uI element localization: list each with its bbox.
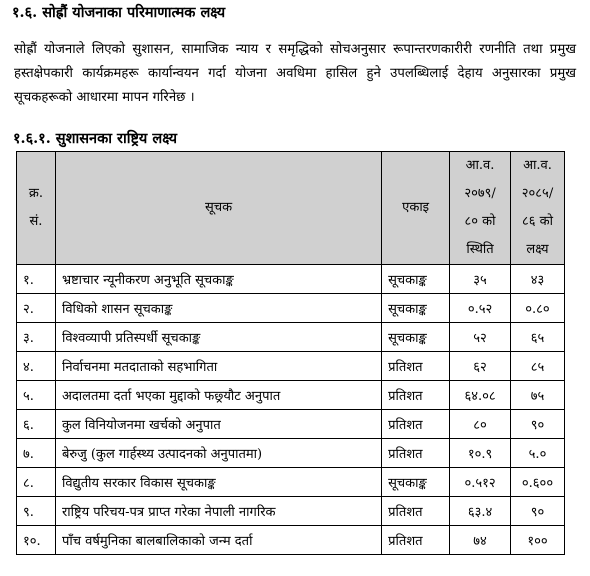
header-status-line4: स्थिति — [466, 242, 494, 257]
table-row — [17, 439, 565, 468]
row-target: ९० — [511, 497, 565, 526]
header-target-line2: २०८५/ — [521, 186, 554, 201]
row-unit: प्रतिशत — [382, 526, 450, 555]
row-serial: १०. — [17, 526, 56, 555]
row-status: ८० — [450, 410, 511, 439]
row-target: ७५ — [511, 381, 565, 410]
table-row — [17, 526, 565, 555]
row-target: १०० — [511, 526, 565, 555]
table-row — [17, 381, 565, 410]
row-status: ७४ — [450, 526, 511, 555]
row-indicator: भ्रष्टाचार न्यूनीकरण अनुभूति सूचकाङ्क — [55, 265, 381, 294]
row-indicator: राष्ट्रिय परिचय-पत्र प्राप्त गरेका नेपाली नागरिक — [55, 497, 381, 526]
header-serial-line2: सं. — [29, 214, 43, 229]
header-status-line3: ८० को — [464, 214, 496, 229]
row-target: ६५ — [511, 323, 565, 352]
row-unit: प्रतिशत — [382, 439, 450, 468]
table-row — [17, 468, 565, 497]
header-status-line1: आ.व. — [465, 158, 495, 173]
row-serial: ४. — [17, 352, 56, 381]
row-serial: २. — [17, 294, 56, 323]
row-indicator: बेरुजु (कुल गार्हस्थ्य उत्पादनको अनुपातमा) — [55, 439, 381, 468]
header-unit: एकाइ — [382, 152, 450, 265]
row-indicator: विद्युतीय सरकार विकास सूचकाङ्क — [55, 468, 381, 497]
table-header-row — [17, 152, 565, 265]
row-indicator: विधिको शासन सूचकाङ्क — [55, 294, 381, 323]
header-target-line3: ८६ को — [521, 214, 553, 229]
header-status-line2: २०७९/ — [464, 186, 496, 201]
row-unit: प्रतिशत — [382, 497, 450, 526]
row-indicator: निर्वाचनमा मतदाताको सहभागिता — [55, 352, 381, 381]
row-status: ६४.०८ — [450, 381, 511, 410]
header-serial-line1: क्र. — [28, 186, 44, 201]
row-unit: सूचकाङ्क — [382, 265, 450, 294]
row-target: ८५ — [511, 352, 565, 381]
row-indicator: कुल विनियोजनमा खर्चको अनुपात — [55, 410, 381, 439]
table-row — [17, 323, 565, 352]
row-unit: सूचकाङ्क — [382, 294, 450, 323]
section-heading: १.६. सोह्रौं योजनाका परिमाणात्मक लक्ष्य — [12, 4, 226, 21]
row-target: ९० — [511, 410, 565, 439]
row-unit: प्रतिशत — [382, 410, 450, 439]
header-target-line4: लक्ष्य — [526, 242, 549, 257]
row-target: ०.८० — [511, 294, 565, 323]
header-status — [450, 152, 511, 265]
row-status: ६२ — [450, 352, 511, 381]
row-target: ४३ — [511, 265, 565, 294]
row-status: ५२ — [450, 323, 511, 352]
row-indicator: पाँच वर्षमुनिका बालबालिकाको जन्म दर्ता — [55, 526, 381, 555]
intro-paragraph: सोह्रौं योजनाले लिएको सुशासन, सामाजिक न्याय र समृद्धिको सोचअनुसार रूपान्तरणकारीरी रणनीति तथा प्रमुख हस्तक्षेपकारी कार्यक्रमहरू कार्यान्वयन गर्दा योजना अवधिमा हासिल हुने उपलब्धिलाई देहाय अनुसारका प्रमुख सूचकहरूको आधारमा मापन गरिनेछ । — [14, 42, 576, 105]
row-indicator: अदालतमा दर्ता भएका मुद्दाको फछ्र्यौट अनुपात — [55, 381, 381, 410]
table-row — [17, 410, 565, 439]
header-target-line1: आ.व. — [523, 158, 552, 173]
table-row — [17, 265, 565, 294]
row-unit: प्रतिशत — [382, 352, 450, 381]
table-row — [17, 497, 565, 526]
header-target — [511, 152, 565, 265]
row-serial: ९. — [17, 497, 56, 526]
row-status: ०.५१२ — [450, 468, 511, 497]
header-indicator: सूचक — [55, 152, 381, 265]
row-serial: ७. — [17, 439, 56, 468]
row-unit: प्रतिशत — [382, 381, 450, 410]
row-unit: सूचकाङ्क — [382, 468, 450, 497]
table-row — [17, 294, 565, 323]
row-status: १०.९ — [450, 439, 511, 468]
row-serial: ३. — [17, 323, 56, 352]
table-row — [17, 352, 565, 381]
row-status: ६३.४ — [450, 497, 511, 526]
row-unit: सूचकाङ्क — [382, 323, 450, 352]
row-status: ०.५२ — [450, 294, 511, 323]
header-serial-number — [17, 152, 56, 265]
row-serial: १. — [17, 265, 56, 294]
row-status: ३५ — [450, 265, 511, 294]
row-serial: ८. — [17, 468, 56, 497]
governance-targets-table — [16, 151, 565, 555]
row-target: ५.० — [511, 439, 565, 468]
row-serial: ५. — [17, 381, 56, 410]
row-target: ०.६०० — [511, 468, 565, 497]
row-serial: ६. — [17, 410, 56, 439]
row-indicator: विश्वव्यापी प्रतिस्पर्धी सूचकाङ्क — [55, 323, 381, 352]
subsection-heading: १.६.१. सुशासनका राष्ट्रिय लक्ष्य — [13, 130, 178, 147]
